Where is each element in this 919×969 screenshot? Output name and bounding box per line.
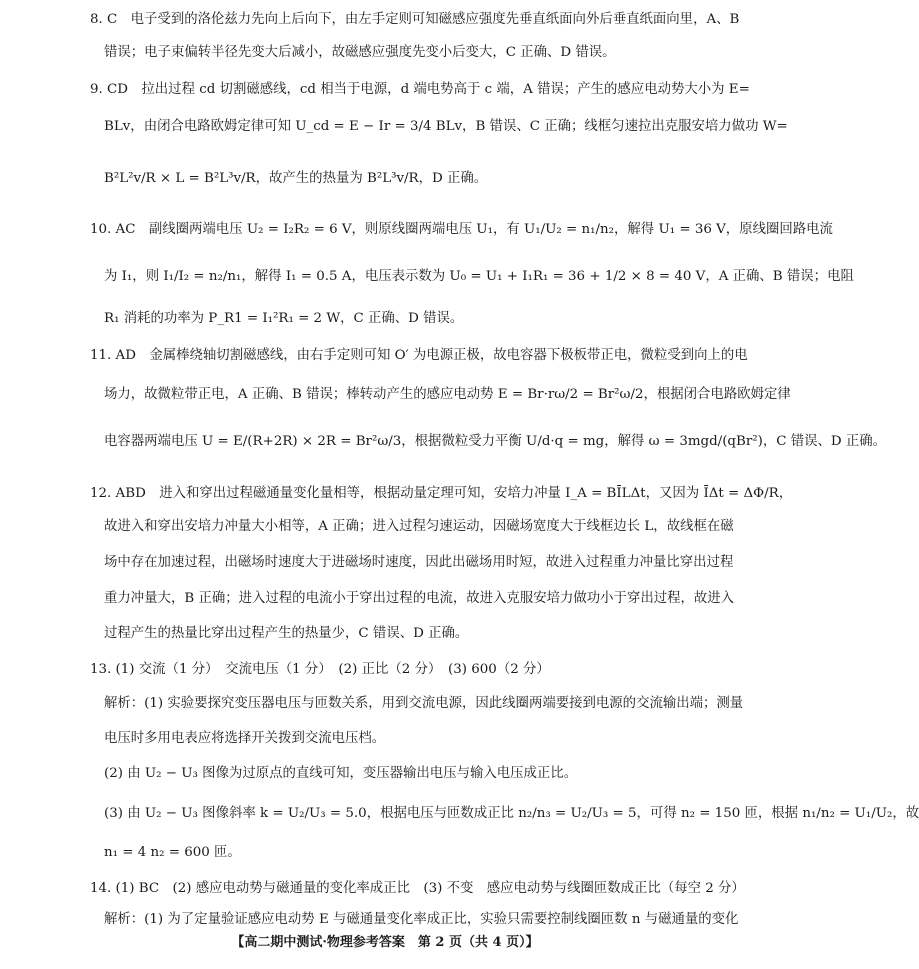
text-line: 11. AD 金属棒绕轴切割磁感线，由右手定则可知 O′ 为电源正极，故电容器下极板带正电，微粒受到向上的电	[90, 348, 748, 363]
text-line: 8. C 电子受到的洛伦兹力先向上后向下，由左手定则可知磁感应强度先垂直纸面向外后垂直纸面向里，A、B	[90, 12, 740, 27]
text-line: 10. AC 副线圈两端电压 U₂ = I₂R₂ = 6 V，则原线圈两端电压 U₁，有 U₁/U₂ = n₁/n₂，解得 U₁ = 36 V，原线圈回路电流	[90, 222, 833, 237]
text-line: B²L²v/R × L = B²L³v/R，故产生的热量为 B²L³v/R，D 正确。	[104, 171, 488, 186]
text-line: 故进入和穿出安培力冲量大小相等，A 正确；进入过程匀速运动，因磁场宽度大于线框边长 L，故线框在磁	[104, 519, 734, 534]
text-line: (2) 由 U₂ − U₃ 图像为过原点的直线可知，变压器输出电压与输入电压成正比。	[104, 766, 578, 781]
text-line: (3) 由 U₂ − U₃ 图像斜率 k = U₂/U₃ = 5.0，根据电压与匝数成正比 n₂/n₃ = U₂/U₃ = 5，可得 n₂ = 150 匝，根据 n₁/n₂ = U₁/U₂，故	[104, 806, 919, 821]
text-line: 解析：(1) 为了定量验证感应电动势 E 与磁通量变化率成正比，实验只需要控制线圈匝数 n 与磁通量的变化	[104, 912, 739, 927]
text-line: 场中存在加速过程，出磁场时速度大于进磁场时速度，因此出磁场用时短，故进入过程重力冲量比穿出过程	[104, 555, 734, 570]
text-line: 电压时多用电表应将选择开关拨到交流电压档。	[104, 731, 386, 746]
text-line: BLv，由闭合电路欧姆定律可知 U_cd = E − Ir = 3/4 BLv，B 错误、C 正确；线框匀速拉出克服安培力做功 W=	[104, 119, 788, 134]
text-line: 场力，故微粒带正电，A 正确、B 错误；棒转动产生的感应电动势 E = Br·rω/2 = Br²ω/2，根据闭合电路欧姆定律	[104, 387, 791, 402]
text-line: 解析：(1) 实验要探究变压器电压与匝数关系，用到交流电源，因此线圈两端要接到电源的交流输出端；测量	[104, 696, 744, 711]
page-footer: 【高二期中测试·物理参考答案 第 2 页（共 4 页）】	[231, 935, 539, 950]
text-line: 电容器两端电压 U = E/(R+2R) × 2R = Br²ω/3，根据微粒受力平衡 U/d·q = mg，解得 ω = 3mgd/(qBr²)，C 错误、D 正确。	[104, 434, 887, 449]
text-line: 重力冲量大，B 正确；进入过程的电流小于穿出过程的电流，故进入克服安培力做功小于穿出过程，故进入	[104, 591, 735, 606]
text-line: n₁ = 4 n₂ = 600 匝。	[104, 845, 241, 860]
text-line: 13. (1) 交流（1 分） 交流电压（1 分） (2) 正比（2 分） (3) 600（2 分）	[90, 662, 550, 677]
text-line: R₁ 消耗的功率为 P_R1 = I₁²R₁ = 2 W，C 正确、D 错误。	[104, 311, 464, 326]
text-line: 12. ABD 进入和穿出过程磁通量变化量相等，根据动量定理可知，安培力冲量 I_A = BĪLΔt，又因为 ĪΔt = ΔΦ/R，	[90, 486, 793, 501]
text-line: 错误；电子束偏转半径先变大后减小，故磁感应强度先变小后变大，C 正确、D 错误。	[104, 45, 616, 60]
text-line: 过程产生的热量比穿出过程产生的热量少，C 错误、D 正确。	[104, 626, 469, 641]
text-line: 为 I₁，则 I₁/I₂ = n₂/n₁，解得 I₁ = 0.5 A，电压表示数为 U₀ = U₁ + I₁R₁ = 36 + 1/2 × 8 = 40 V，A 正确、B 错误；电阻	[104, 269, 854, 284]
text-line: 14. (1) BC (2) 感应电动势与磁通量的变化率成正比 (3) 不变 感应电动势与线圈匝数成正比（每空 2 分）	[90, 881, 745, 896]
text-line: 9. CD 拉出过程 cd 切割磁感线，cd 相当于电源，d 端电势高于 c 端，A 错误；产生的感应电动势大小为 E=	[90, 82, 750, 97]
